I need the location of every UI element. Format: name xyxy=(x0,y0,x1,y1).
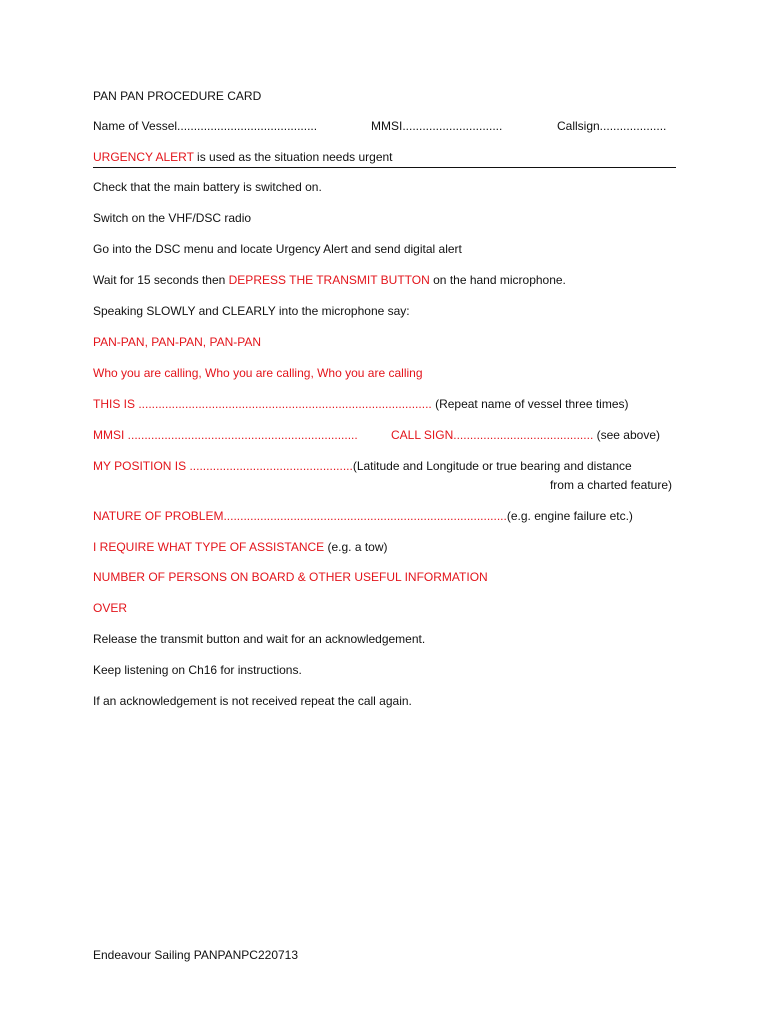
step-speak: Speaking SLOWLY and CLEARLY into the microphone say: xyxy=(93,304,410,318)
mmsi-field: MMSI.............................. xyxy=(371,119,503,133)
step-wait xyxy=(93,273,566,288)
position-label: MY POSITION IS ................................................. xyxy=(93,459,353,473)
script-persons: NUMBER OF PERSONS ON BOARD & OTHER USEFUL INFORMATION xyxy=(93,570,488,584)
after-listen: Keep listening on Ch16 for instructions. xyxy=(93,663,302,677)
urgency-text: is used as the situation needs urgent xyxy=(193,150,393,164)
vessel-name-field: Name of Vessel.......................................... xyxy=(93,119,318,133)
script-callsign xyxy=(391,428,660,443)
urgency-alert-label: URGENCY ALERT xyxy=(93,150,194,164)
step-vhf: Switch on the VHF/DSC radio xyxy=(93,211,252,225)
problem-note: (e.g. engine failure etc.) xyxy=(506,509,633,523)
urgency-line xyxy=(93,150,393,165)
after-release: Release the transmit button and wait for an acknowledgement. xyxy=(93,632,426,646)
footer-reference: Endeavour Sailing PANPANPC220713 xyxy=(93,948,299,962)
callsign-label: CALL SIGN.......................................... xyxy=(391,428,594,442)
step-wait-prefix: Wait for 15 seconds then xyxy=(93,273,229,287)
script-calling: Who you are calling, Who you are calling, Who you are calling xyxy=(93,366,423,380)
this-is-note: (Repeat name of vessel three times) xyxy=(431,397,629,411)
position-note: (Latitude and Longitude or true bearing and distance xyxy=(352,459,632,473)
after-repeat: If an acknowledgement is not received repeat the call again. xyxy=(93,694,412,708)
step-battery: Check that the main battery is switched on. xyxy=(93,180,322,194)
mmsi-label: MMSI ..................................................................... xyxy=(93,428,358,442)
script-problem xyxy=(93,509,633,524)
card-title: PAN PAN PROCEDURE CARD xyxy=(93,89,262,103)
script-assistance xyxy=(93,540,388,555)
step-wait-transmit: DEPRESS THE TRANSMIT BUTTON xyxy=(228,273,430,287)
script-mmsi xyxy=(93,428,358,443)
step-wait-suffix: on the hand microphone. xyxy=(429,273,566,287)
script-this-is xyxy=(93,397,629,412)
assistance-label: I REQUIRE WHAT TYPE OF ASSISTANCE xyxy=(93,540,325,554)
script-position xyxy=(93,459,632,474)
callsign-field: Callsign.................... xyxy=(557,119,667,133)
script-pan-pan: PAN-PAN, PAN-PAN, PAN-PAN xyxy=(93,335,262,349)
step-dsc: Go into the DSC menu and locate Urgency Alert and send digital alert xyxy=(93,242,462,256)
problem-label: NATURE OF PROBLEM..................................................................................... xyxy=(93,509,507,523)
script-over: OVER xyxy=(93,601,128,615)
assistance-note: (e.g. a tow) xyxy=(324,540,388,554)
callsign-note: (see above) xyxy=(593,428,660,442)
divider-line xyxy=(93,167,676,168)
position-note-cont: from a charted feature) xyxy=(549,478,672,492)
this-is-label: THIS IS ........................................................................................ xyxy=(93,397,432,411)
